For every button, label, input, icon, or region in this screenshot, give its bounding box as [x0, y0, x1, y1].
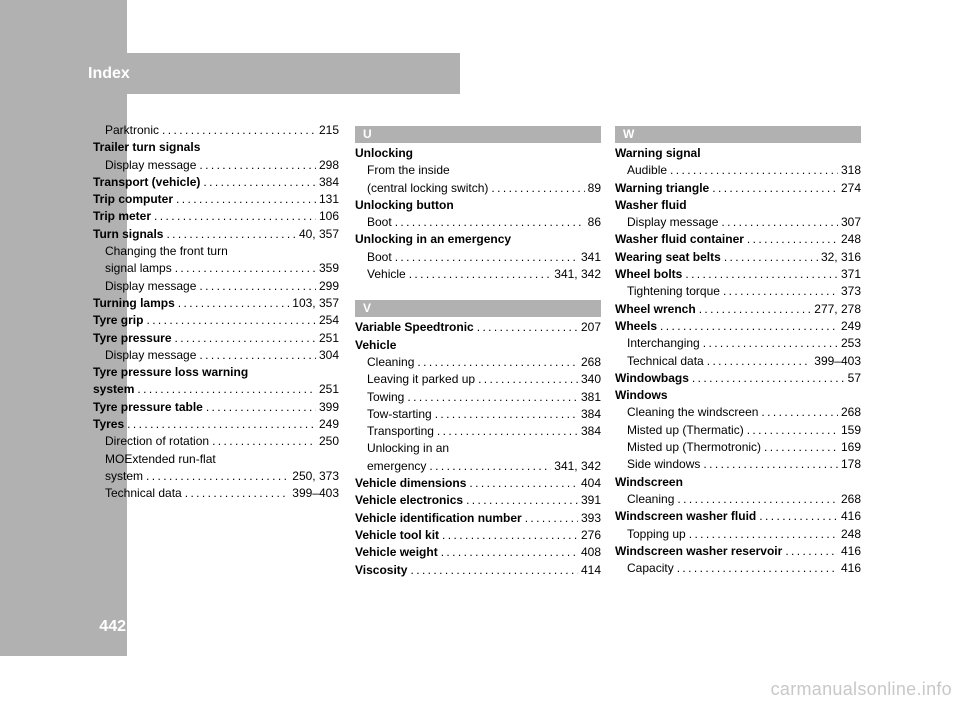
entry-page-ref: 249	[840, 318, 861, 333]
entry-term: Cleaning	[367, 354, 415, 369]
entry-page-ref: 215	[318, 123, 339, 137]
entry-page-ref: 381	[580, 389, 601, 404]
entry-page-ref: 416	[840, 509, 861, 524]
dot-leader	[759, 508, 838, 525]
index-entry	[355, 231, 601, 248]
dot-leader	[707, 353, 812, 370]
dot-leader	[685, 266, 838, 283]
entry-page-ref: 399	[318, 399, 339, 414]
entry-term: Trip meter	[93, 209, 152, 224]
entry-page-ref: 248	[840, 232, 861, 247]
index-column-3	[615, 122, 861, 577]
entry-term: Warning signal	[615, 146, 701, 160]
dot-leader	[712, 180, 838, 197]
section-letter-heading: W	[615, 126, 861, 143]
entry-page-ref: 251	[318, 330, 339, 345]
dot-leader	[785, 543, 838, 560]
dot-leader	[761, 404, 838, 421]
entry-term: Warning triangle	[615, 180, 710, 195]
index-subentry	[615, 560, 861, 577]
entry-term: Transport (vehicle)	[93, 174, 201, 189]
entry-term: Vehicle dimensions	[355, 476, 467, 491]
index-entry	[93, 416, 339, 433]
dot-leader	[185, 485, 290, 502]
entry-page-ref: 373	[840, 284, 861, 299]
dot-leader	[212, 433, 316, 450]
entry-page-ref: 57	[847, 370, 861, 385]
entry-term: Windscreen	[615, 474, 683, 489]
dot-leader	[146, 312, 316, 329]
dot-leader	[154, 208, 316, 225]
entry-page-ref: 32, 316	[820, 249, 861, 264]
entry-term: Washer fluid container	[615, 232, 744, 247]
index-entry	[93, 208, 339, 225]
dot-leader	[670, 162, 838, 179]
entry-page-ref: 248	[840, 526, 861, 541]
entry-term: Cleaning	[627, 491, 675, 506]
index-entry	[615, 301, 861, 318]
entry-term: Display message	[105, 157, 197, 172]
entry-page-ref: 298	[318, 157, 339, 172]
index-subentry	[615, 456, 861, 473]
entry-page-ref: 249	[318, 417, 339, 432]
index-subentry	[355, 214, 601, 231]
entry-page-ref: 268	[580, 354, 601, 369]
dot-leader	[747, 422, 838, 439]
index-entry	[355, 510, 601, 527]
index-entry	[615, 197, 861, 214]
entry-page-ref: 254	[318, 313, 339, 328]
index-subentry	[355, 180, 601, 197]
index-entry	[615, 370, 861, 387]
entry-term: Tyre pressure table	[93, 399, 203, 414]
entry-page-ref: 250	[318, 434, 339, 449]
dot-leader	[478, 371, 578, 388]
dot-leader	[699, 301, 812, 318]
entry-page-ref: 341, 342	[554, 458, 601, 473]
index-entry	[93, 139, 339, 156]
index-subentry	[615, 491, 861, 508]
entry-page-ref: 408	[580, 545, 601, 560]
entry-term: emergency	[367, 458, 427, 473]
index-entry	[615, 508, 861, 525]
dot-leader	[178, 295, 290, 312]
dot-leader	[764, 439, 838, 456]
index-subentry	[93, 347, 339, 364]
entry-page-ref: 89	[587, 180, 601, 195]
dot-leader	[146, 468, 289, 485]
entry-term: Changing the front turn	[105, 244, 228, 259]
entry-page-ref: 250, 373	[292, 468, 339, 483]
entry-term: Tow-starting	[367, 406, 432, 421]
entry-term: Misted up (Thermotronic)	[627, 440, 762, 455]
dot-leader	[677, 491, 838, 508]
dot-leader	[166, 226, 296, 243]
entry-term: Vehicle tool kit	[355, 527, 440, 542]
entry-page-ref: 399–403	[292, 486, 339, 501]
entry-term: Windows	[615, 388, 668, 403]
entry-page-ref: 207	[580, 320, 601, 335]
index-entry	[93, 191, 339, 208]
dot-leader	[703, 456, 838, 473]
entry-term: Turn signals	[93, 226, 164, 241]
index-entry	[355, 475, 601, 492]
index-entry	[93, 174, 339, 191]
entry-term: Boot	[367, 249, 392, 264]
entry-term: Trip computer	[93, 192, 174, 207]
index-subentry	[93, 468, 339, 485]
index-subentry	[615, 335, 861, 352]
dot-leader	[395, 249, 578, 266]
entry-term: Vehicle weight	[355, 545, 438, 560]
entry-page-ref: 307	[840, 215, 861, 230]
index-entry	[355, 527, 601, 544]
index-subentry	[93, 157, 339, 174]
entry-term: Wearing seat belts	[615, 249, 721, 264]
entry-term: Viscosity	[355, 562, 408, 577]
index-entry	[615, 543, 861, 560]
entry-term: Technical data	[105, 486, 182, 501]
dot-leader	[477, 319, 578, 336]
entry-page-ref: 404	[580, 476, 601, 491]
index-entry	[615, 231, 861, 248]
index-entry	[93, 381, 339, 398]
entry-term: From the inside	[367, 163, 450, 178]
dot-leader	[137, 381, 316, 398]
index-entry	[93, 295, 339, 312]
entry-page-ref: 371	[840, 267, 861, 282]
entry-term: Vehicle	[367, 267, 406, 282]
index-entry	[615, 318, 861, 335]
index-entry	[355, 319, 601, 336]
dot-leader	[429, 458, 551, 475]
dot-leader	[199, 347, 316, 364]
dot-leader	[469, 475, 578, 492]
index-subentry	[355, 423, 601, 440]
entry-page-ref: 414	[580, 562, 601, 577]
entry-page-ref: 391	[580, 493, 601, 508]
entry-page-ref: 399–403	[814, 353, 861, 368]
index-subentry	[615, 526, 861, 543]
entry-page-ref: 384	[318, 174, 339, 189]
entry-page-ref: 268	[840, 405, 861, 420]
entry-page-ref: 131	[318, 192, 339, 207]
entry-term: Tyre pressure	[93, 330, 172, 345]
entry-page-ref: 341, 342	[554, 267, 601, 282]
entry-term: Wheels	[615, 318, 658, 333]
entry-page-ref: 340	[580, 372, 601, 387]
entry-page-ref: 318	[840, 163, 861, 178]
index-subentry	[615, 422, 861, 439]
entry-term: Audible	[627, 163, 668, 178]
index-subentry	[93, 243, 339, 260]
entry-page-ref: 416	[840, 561, 861, 576]
dot-leader	[525, 510, 578, 527]
index-entry	[615, 145, 861, 162]
entry-page-ref: 40, 357	[298, 226, 339, 241]
entry-term: signal lamps	[105, 261, 172, 276]
dot-leader	[407, 389, 578, 406]
entry-term: Technical data	[627, 353, 704, 368]
entry-term: Cleaning the windscreen	[627, 405, 759, 420]
entry-page-ref: 253	[840, 336, 861, 351]
index-subentry	[355, 371, 601, 388]
index-entry	[93, 226, 339, 243]
entry-term: Leaving it parked up	[367, 372, 476, 387]
index-subentry	[93, 278, 339, 295]
entry-page-ref: 359	[318, 261, 339, 276]
dot-leader	[466, 492, 578, 509]
entry-term: Unlocking in an emergency	[355, 232, 512, 247]
index-entry	[93, 312, 339, 329]
entry-page-ref: 384	[580, 406, 601, 421]
entry-term: Vehicle identification number	[355, 510, 522, 525]
dot-leader	[409, 266, 552, 283]
entry-term: Wheel wrench	[615, 301, 696, 316]
dot-leader	[703, 335, 838, 352]
entry-term: Washer fluid	[615, 197, 687, 212]
entry-term: Windscreen washer reservoir	[615, 543, 783, 558]
page-title: Index	[88, 65, 130, 82]
index-subentry	[615, 214, 861, 231]
entry-term: (central locking switch)	[367, 180, 489, 195]
entry-term: Boot	[367, 215, 392, 230]
page-number: 442	[99, 618, 126, 635]
entry-term: Trailer turn signals	[93, 140, 201, 155]
dot-leader	[692, 370, 845, 387]
entry-term: Vehicle electronics	[355, 493, 464, 508]
index-entry	[355, 544, 601, 561]
entry-page-ref: 276	[580, 527, 601, 542]
index-subentry	[615, 404, 861, 421]
entry-term: Display message	[627, 215, 719, 230]
entry-page-ref: 304	[318, 347, 339, 362]
index-entry	[355, 197, 601, 214]
index-subentry	[355, 406, 601, 423]
entry-term: Interchanging	[627, 336, 700, 351]
dot-leader	[660, 318, 838, 335]
entry-page-ref: 393	[580, 510, 601, 525]
entry-page-ref: 178	[840, 457, 861, 472]
entry-page-ref: 86	[587, 215, 601, 230]
entry-term: Tyre pressure loss warning	[93, 365, 249, 380]
index-entry	[355, 492, 601, 509]
entry-term: Display message	[105, 278, 197, 293]
index-subentry	[355, 249, 601, 266]
index-entry	[615, 266, 861, 283]
entry-term: Unlocking in an	[367, 441, 450, 456]
index-subentry	[355, 354, 601, 371]
entry-term: Wheel bolts	[615, 267, 683, 282]
entry-page-ref: 274	[840, 180, 861, 195]
dot-leader	[410, 562, 577, 579]
entry-term: Variable Speedtronic	[355, 320, 474, 335]
dot-leader	[689, 526, 838, 543]
index-subentry	[93, 260, 339, 277]
entry-page-ref: 103, 357	[292, 295, 339, 310]
dot-leader	[203, 174, 316, 191]
entry-term: Tightening torque	[627, 284, 720, 299]
entry-term: MOExtended run-flat	[105, 451, 216, 466]
index-subentry	[355, 389, 601, 406]
section-letter-heading: V	[355, 300, 601, 317]
index-subentry	[615, 283, 861, 300]
section-letter-heading: U	[355, 126, 601, 143]
dot-leader	[724, 249, 818, 266]
entry-term: system	[93, 382, 135, 397]
entry-term: Tyres	[93, 417, 125, 432]
entry-term: Windscreen washer fluid	[615, 509, 757, 524]
dot-leader	[723, 283, 838, 300]
dot-leader	[199, 278, 316, 295]
index-entry	[93, 330, 339, 347]
entry-page-ref: 251	[318, 382, 339, 397]
dot-leader	[199, 157, 316, 174]
dot-leader	[747, 231, 838, 248]
dot-leader	[442, 527, 578, 544]
section-spacer	[355, 283, 601, 296]
index-entry	[355, 562, 601, 579]
dot-leader	[435, 406, 578, 423]
entry-term: Topping up	[627, 526, 686, 541]
entry-page-ref: 106	[318, 209, 339, 224]
index-subentry	[93, 485, 339, 502]
entry-term: Display message	[105, 347, 197, 362]
dot-leader	[206, 399, 316, 416]
index-subentry	[355, 162, 601, 179]
entry-term: Direction of rotation	[105, 434, 210, 449]
dot-leader	[127, 416, 316, 433]
entry-term: Turning lamps	[93, 295, 175, 310]
dot-leader	[437, 423, 578, 440]
entry-page-ref: 384	[580, 424, 601, 439]
index-entry	[615, 387, 861, 404]
index-entry	[615, 249, 861, 266]
watermark: carmanualsonline.info	[770, 679, 952, 699]
dot-leader	[417, 354, 578, 371]
entry-page-ref: 268	[840, 491, 861, 506]
index-entry	[615, 180, 861, 197]
entry-term: Towing	[367, 389, 405, 404]
entry-page-ref: 159	[840, 422, 861, 437]
dot-leader	[491, 180, 584, 197]
index-entry	[615, 474, 861, 491]
dot-leader	[721, 214, 838, 231]
index-entry	[355, 337, 601, 354]
dot-leader	[175, 260, 316, 277]
entry-page-ref: 277, 278	[814, 301, 861, 316]
dot-leader	[677, 560, 838, 577]
index-column-1	[93, 122, 339, 503]
entry-term: Side windows	[627, 457, 701, 472]
entry-page-ref: 341	[580, 249, 601, 264]
entry-term: Transporting	[367, 424, 434, 439]
entry-term: Misted up (Thermatic)	[627, 422, 744, 437]
index-subentry	[355, 440, 601, 457]
index-entry	[93, 364, 339, 381]
entry-term: Vehicle	[355, 337, 397, 352]
entry-page-ref: 299	[318, 278, 339, 293]
dot-leader	[395, 214, 585, 231]
index-subentry	[93, 451, 339, 468]
index-subentry	[93, 122, 339, 139]
entry-page-ref: 416	[840, 543, 861, 558]
dot-leader	[162, 122, 316, 139]
entry-term: system	[105, 468, 144, 483]
entry-term: Unlocking button	[355, 197, 454, 212]
dot-leader	[441, 544, 578, 561]
dot-leader	[176, 191, 316, 208]
index-subentry	[355, 458, 601, 475]
entry-term: Capacity	[627, 561, 674, 576]
index-entry	[93, 399, 339, 416]
entry-term: Unlocking	[355, 146, 414, 160]
entry-term: Tyre grip	[93, 313, 144, 328]
entry-term: Parktronic	[105, 123, 160, 137]
index-entry	[355, 145, 601, 162]
index-subentry	[355, 266, 601, 283]
index-subentry	[615, 353, 861, 370]
index-column-2	[355, 122, 601, 579]
index-subentry	[93, 433, 339, 450]
entry-page-ref: 169	[840, 440, 861, 455]
dot-leader	[175, 330, 316, 347]
entry-term: Windowbags	[615, 370, 689, 385]
index-subentry	[615, 439, 861, 456]
index-subentry	[615, 162, 861, 179]
